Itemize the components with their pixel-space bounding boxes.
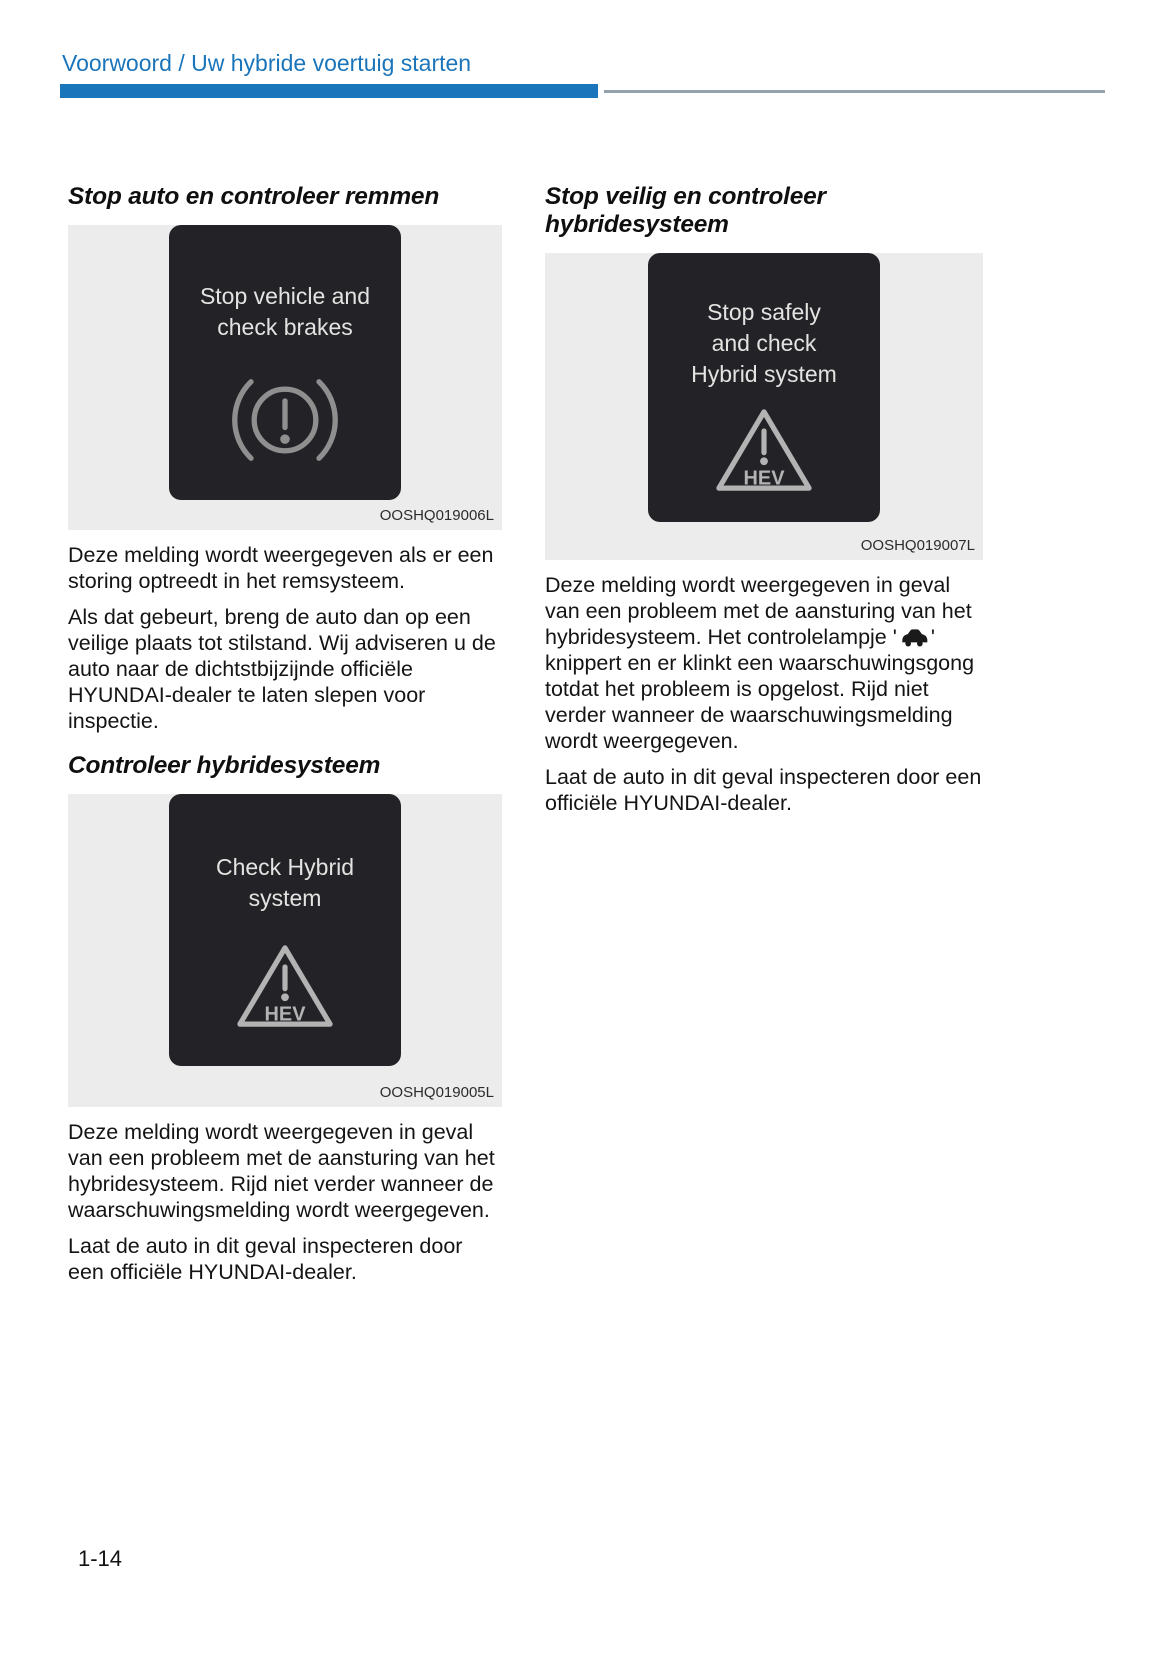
display-line: Stop vehicle and — [199, 283, 371, 309]
figure-stop-safely-display — [545, 253, 983, 560]
figure-check-hybrid-display — [68, 794, 502, 1107]
paragraph-text: ' knippert en er klinkt een waarschuwingsgong totdat het probleem is opgelost. Rijd niet verder wanneer de waarschuwingsmelding wordt weergegeven. — [545, 625, 975, 753]
paragraph: Deze melding wordt weergegeven in geval van een probleem met de aansturing van het hybridesysteem. Rijd niet verder wanneer de waarschuwingsmelding wordt weergegeven. — [68, 1120, 495, 1222]
paragraph: Laat de auto in dit geval inspecteren door een officiële HYUNDAI-dealer. — [68, 1234, 463, 1284]
hybrid-warning-indicator-icon — [899, 627, 929, 647]
paragraph: Als dat gebeurt, breng de auto dan op een veilige plaats tot stilstand. Wij adviseren u de auto naar de dichtstbijzijnde officiële HYUNDAI-dealer te laten slepen voor inspectie. — [68, 605, 496, 733]
section-heading-check-hybrid: Controleer hybridesysteem — [68, 752, 381, 779]
figure-code: OOSHQ019006L — [379, 507, 494, 524]
display-line: check brakes — [217, 314, 353, 340]
display-message — [648, 253, 880, 390]
hev-warning-icon — [648, 404, 880, 501]
display-line: Check Hybrid — [215, 854, 355, 880]
section-heading-stop-safely: Stop veilig en controleer hybridesysteem — [545, 183, 826, 238]
brake-warning-icon — [169, 369, 401, 476]
hev-label: HEV — [743, 467, 785, 490]
paragraph-text: Deze melding wordt weergegeven in geval van een probleem met de aansturing van het hybridesysteem. Het controlelampje ' — [545, 573, 972, 649]
paragraph: Laat de auto in dit geval inspecteren door een officiële HYUNDAI-dealer. — [545, 765, 982, 815]
hev-warning-icon — [169, 940, 401, 1037]
page-number: 1-14 — [78, 1546, 123, 1571]
figure-code: OOSHQ019007L — [860, 537, 975, 554]
right-column — [545, 183, 983, 826]
display-line: and check — [711, 330, 817, 356]
display-message — [169, 794, 401, 914]
header-accent-bar — [60, 84, 598, 98]
section-heading-brakes: Stop auto en controleer remmen — [68, 183, 440, 210]
display-line: system — [248, 885, 322, 911]
breadcrumb: Voorwoord / Uw hybride voertuig starten — [62, 50, 472, 76]
display-line: Hybrid system — [691, 361, 837, 387]
figure-code: OOSHQ019005L — [379, 1084, 494, 1101]
cluster-display-check-hybrid — [169, 794, 401, 1066]
header-rule — [604, 90, 1105, 93]
left-column — [68, 183, 502, 1295]
display-line: Stop safely — [707, 299, 821, 325]
cluster-display-brakes — [169, 225, 401, 500]
cluster-display-stop-safely — [648, 253, 880, 522]
hev-label: HEV — [264, 1003, 306, 1026]
paragraph-with-indicator — [545, 572, 983, 754]
paragraph: Deze melding wordt weergegeven als er een storing optreedt in het remsysteem. — [68, 543, 494, 593]
display-message — [169, 225, 401, 343]
figure-brake-display — [68, 225, 502, 530]
